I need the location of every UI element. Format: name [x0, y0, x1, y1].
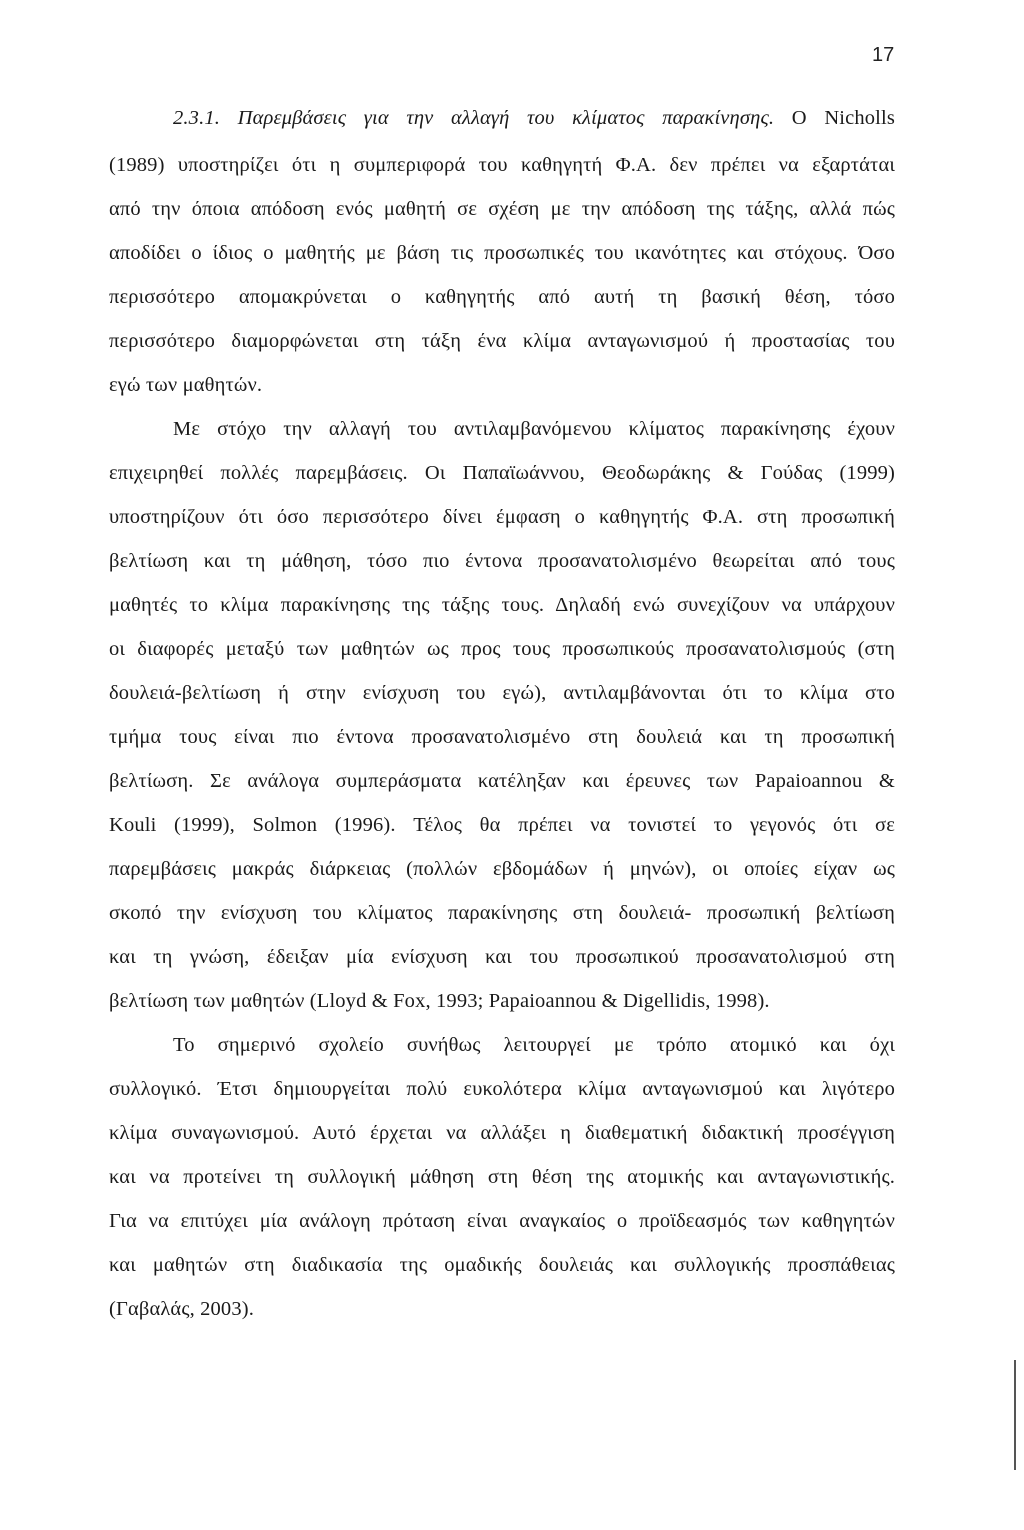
body-line: περισσότερο διαμορφώνεται στη τάξη ένα κλίμα ανταγωνισμού ή προστασίας του [109, 330, 895, 352]
body-line: παρεμβάσεις μακράς διάρκειας (πολλών εβδομάδων ή μηνών), οι οποίες είχαν ως [109, 858, 895, 880]
body-line: (1989) υποστηρίζει ότι η συμπεριφορά του καθηγητή Φ.Α. δεν πρέπει να εξαρτάται [109, 154, 895, 176]
body-line: οι διαφορές μεταξύ των μαθητών ως προς τους προσωπικούς προσανατολισμούς (στη [109, 638, 895, 660]
body-line: και τη γνώση, έδειξαν μία ενίσχυση και του προσωπικού προσανατολισμού στη [109, 946, 895, 968]
body-line: μαθητές το κλίμα παρακίνησης της τάξης τους. Δηλαδή ενώ συνεχίζουν να υπάρχουν [109, 594, 895, 616]
body-line: Kouli (1999), Solmon (1996). Τέλος θα πρέπει να τονιστεί το γεγονός ότι σε [109, 814, 895, 836]
body-line: Για να επιτύχει μία ανάλογη πρόταση είναι αναγκαίος ο προϊδεασμός των καθηγητών [109, 1210, 895, 1232]
section-heading-continuation: Ο Nicholls [774, 107, 895, 129]
body-line: και να προτείνει τη συλλογική μάθηση στη θέση της ατομικής και ανταγωνιστικής. [109, 1166, 895, 1188]
body-line: αποδίδει ο ίδιος ο μαθητής με βάση τις προσωπικές του ικανότητες και στόχους. Όσο [109, 242, 895, 264]
scan-edge-mark [1014, 1360, 1016, 1470]
body-line: σκοπό την ενίσχυση του κλίματος παρακίνησης στη δουλειά- προσωπική βελτίωση [109, 902, 895, 924]
body-line: τμήμα τους είναι πιο έντονα προσανατολισμένο στη δουλειά και τη προσωπική [109, 726, 895, 748]
body-line: βελτίωση. Σε ανάλογα συμπεράσματα κατέληξαν και έρευνες των Papaioannou & [109, 770, 895, 792]
body-line: υποστηρίζουν ότι όσο περισσότερο δίνει έμφαση ο καθηγητής Φ.Α. στη προσωπική [109, 506, 895, 528]
body-line: βελτίωση των μαθητών (Lloyd & Fox, 1993; Papaioannou & Digellidis, 1998). [109, 990, 770, 1012]
body-line: Με στόχο την αλλαγή του αντιλαμβανόμενου κλίματος παρακίνησης έχουν [173, 418, 895, 440]
body-line: δουλειά-βελτίωση ή στην ενίσχυση του εγώ), αντιλαμβάνονται ότι το κλίμα στο [109, 682, 895, 704]
section-heading: 2.3.1. Παρεμβάσεις για την αλλαγή του κλίματος παρακίνησης. [173, 107, 775, 129]
body-line: επιχειρηθεί πολλές παρεμβάσεις. Οι Παπαϊωάννου, Θεοδωράκης & Γούδας (1999) [109, 462, 895, 484]
body-line: (Γαβαλάς, 2003). [109, 1298, 254, 1320]
body-line: από την όποια απόδοση ενός μαθητή σε σχέση με την απόδοση της τάξης, αλλά πώς [109, 198, 895, 220]
page-number: 17 [872, 44, 895, 66]
body-line: περισσότερο απομακρύνεται ο καθηγητής από αυτή τη βασική θέση, τόσο [109, 286, 895, 308]
body-line: συλλογικό. Έτσι δημιουργείται πολύ ευκολότερα κλίμα ανταγωνισμού και λιγότερο [109, 1078, 895, 1100]
body-line: κλίμα συναγωνισμού. Αυτό έρχεται να αλλάξει η διαθεματική διδακτική προσέγγιση [109, 1122, 895, 1144]
body-line: και μαθητών στη διαδικασία της ομαδικής δουλειάς και συλλογικής προσπάθειας [109, 1254, 895, 1276]
body-line: εγώ των μαθητών. [109, 374, 263, 396]
body-line: βελτίωση και τη μάθηση, τόσο πιο έντονα προσανατολισμένο θεωρείται από τους [109, 550, 895, 572]
body-line: Το σημερινό σχολείο συνήθως λειτουργεί με τρόπο ατομικό και όχι [173, 1034, 895, 1056]
section-heading-line [173, 104, 895, 132]
